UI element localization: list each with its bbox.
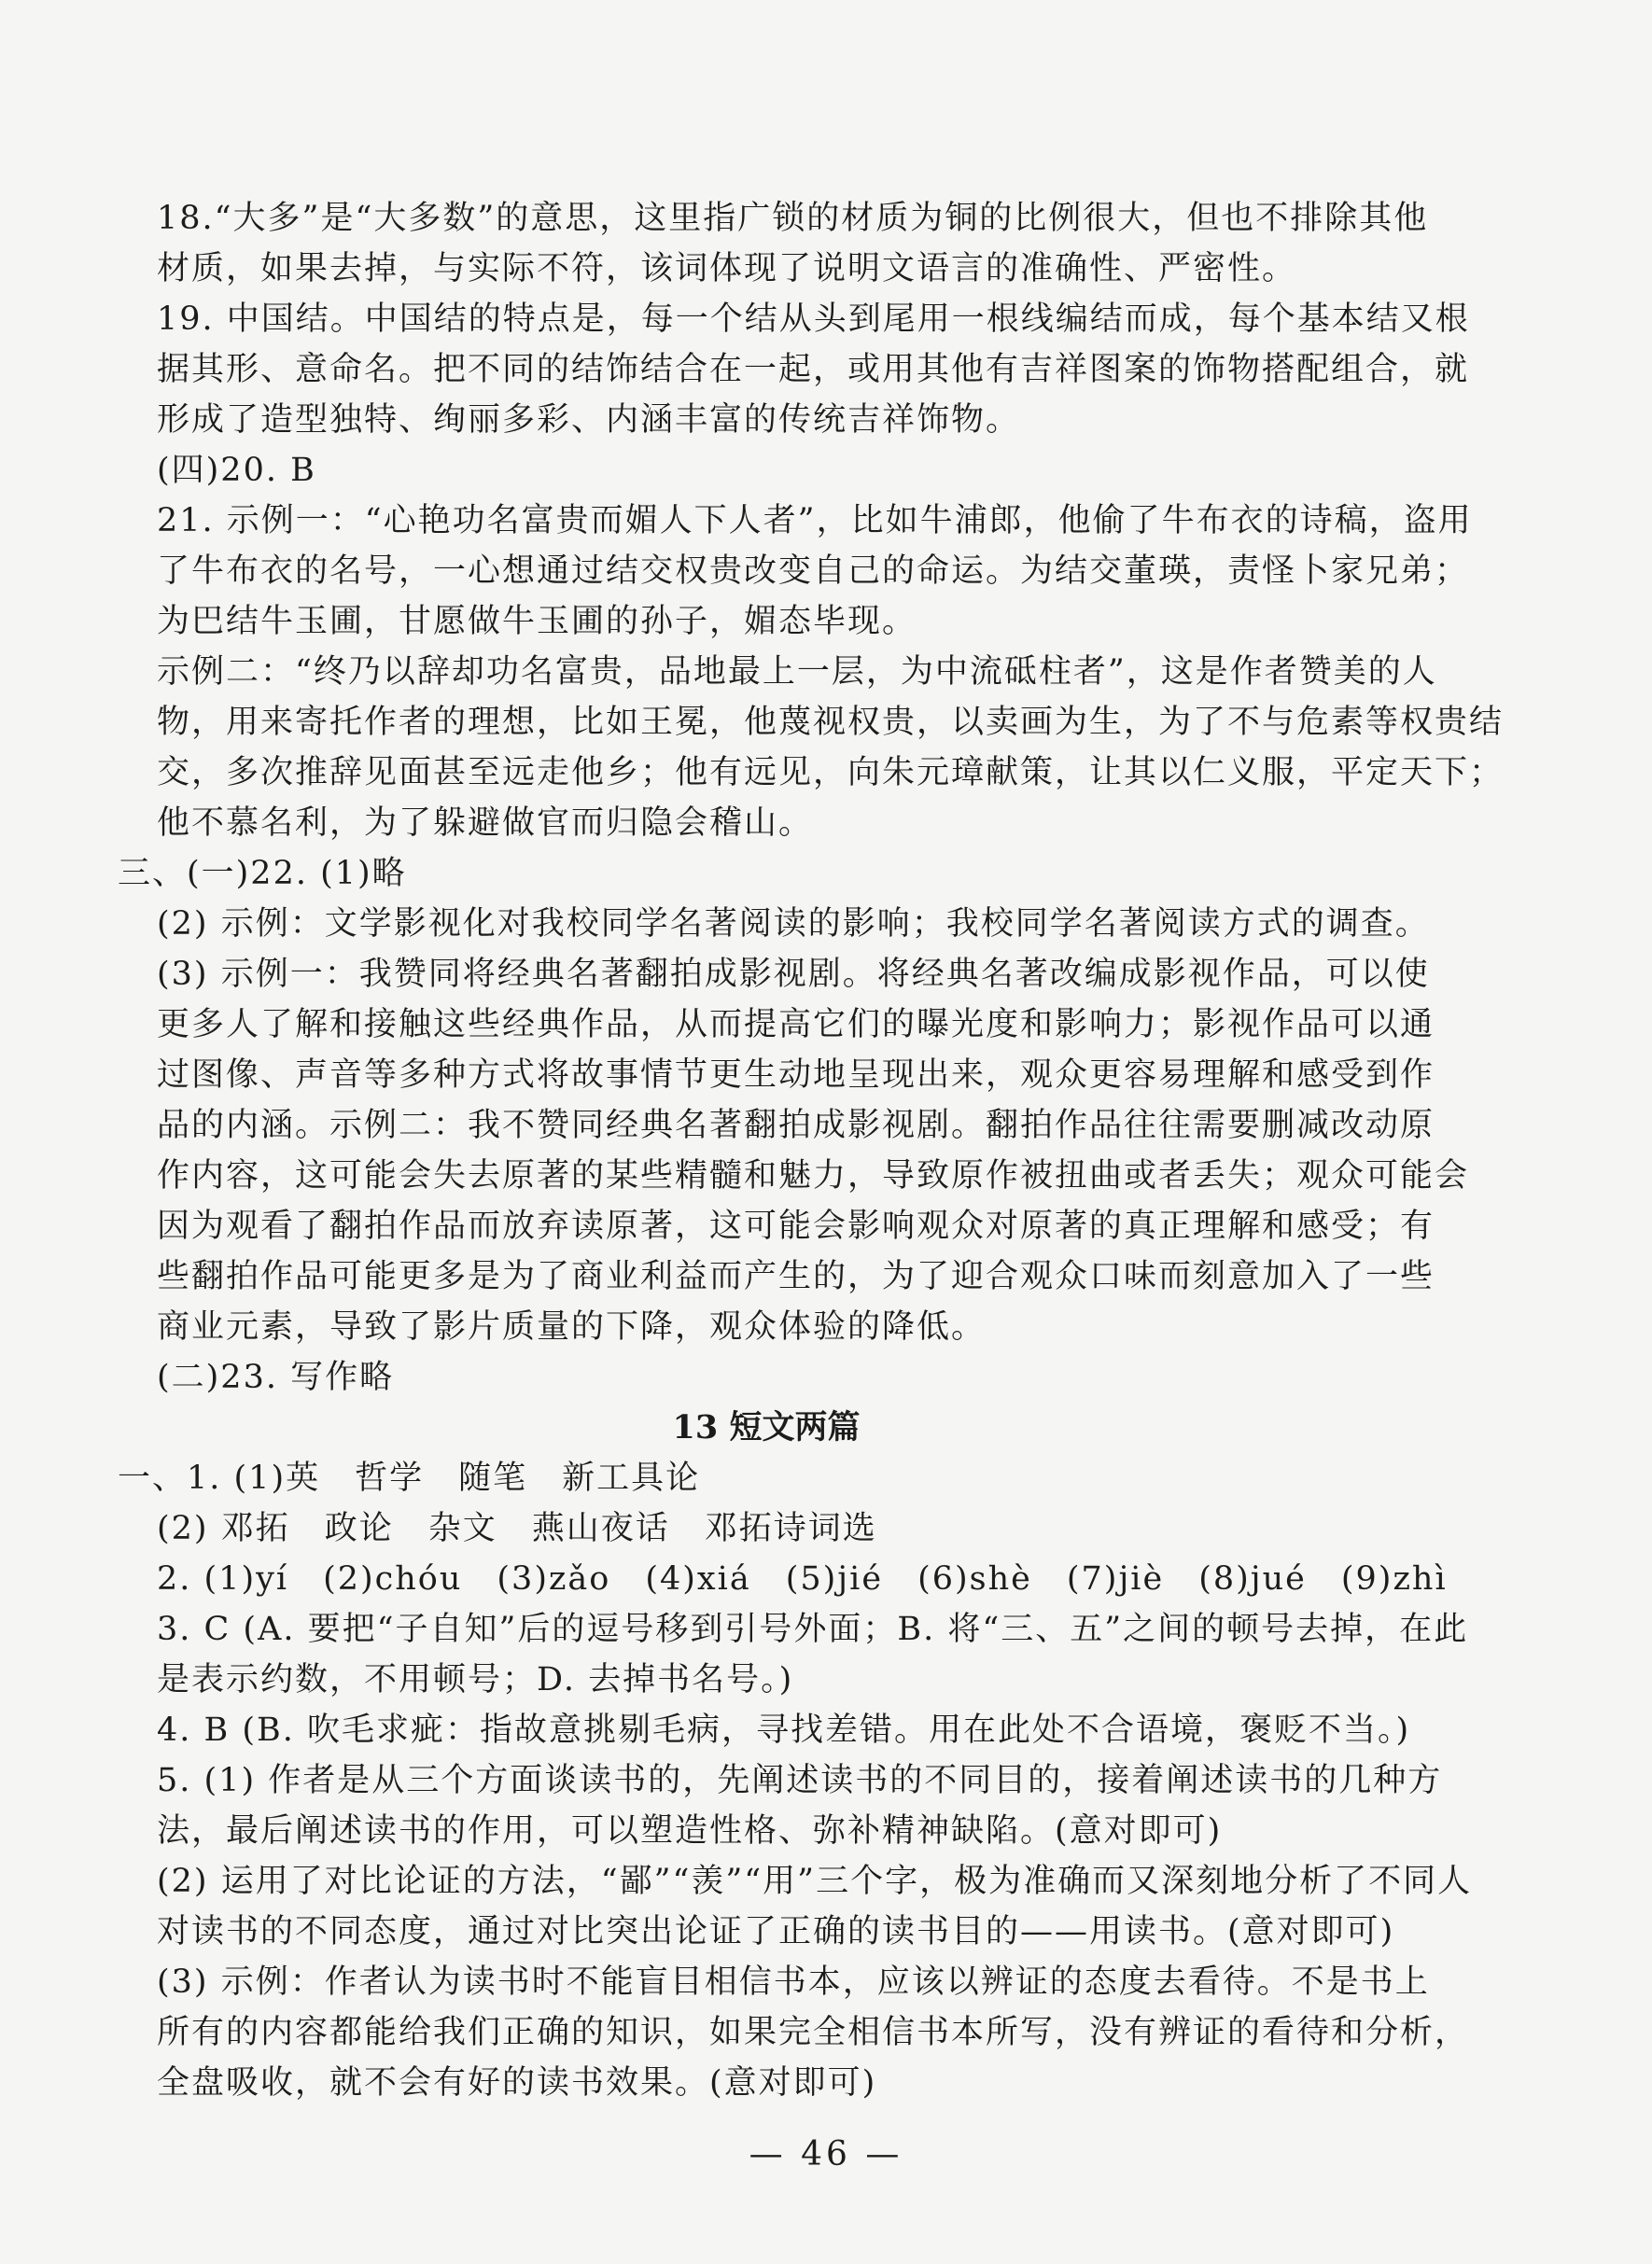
- text-line: 形成了造型独特、绚丽多彩、内涵丰富的传统吉祥饰物。: [157, 401, 1021, 439]
- text-line: 21. 示例一：“心艳功名富贵而媚人下人者”，比如牛浦郎，他偷了牛布衣的诗稿，盗用: [157, 502, 1473, 539]
- section-three-answers: [118, 899, 1470, 1403]
- text-line: 18.“大多”是“大多数”的意思，这里指广锁的材质为铜的比例很大，但也不排除其他: [157, 200, 1429, 237]
- text-line: 物，用来寄托作者的理想，比如王冕，他蔑视权贵，以卖画为生，为了不与危素等权贵结: [157, 704, 1505, 741]
- text-line: 19. 中国结。中国结的特点是，每一个结从头到尾用一根线编结而成，每个基本结又根: [157, 300, 1470, 338]
- lesson-13-answers: [118, 1503, 1473, 2108]
- lesson-heading: 13 短文两篇: [672, 1408, 861, 1446]
- text-line: (2) 示例：文学影视化对我校同学名著阅读的影响；我校同学名著阅读方式的调查。: [157, 905, 1430, 943]
- text-line: (四)20. B: [157, 452, 316, 489]
- text-line: 法，最后阐述读书的作用，可以塑造性格、弥补精神缺陷。(意对即可): [157, 1812, 1223, 1850]
- text-line: 些翻拍作品可能更多是为了商业利益而产生的，为了迎合观众口味而刻意加入了一些: [157, 1258, 1435, 1295]
- text-line: 2. (1)yí (2)chóu (3)zǎo (4)xiá (5)jié (6)shè (7)jiè (8)jué (9)zhì: [157, 1560, 1448, 1598]
- text-line: 3. C (A. 要把“子自知”后的逗号移到引号外面；B. 将“三、五”之间的顿号去掉，在此: [157, 1611, 1469, 1648]
- text-line: 对读书的不同态度，通过对比突出论证了正确的读书目的——用读书。(意对即可): [157, 1913, 1395, 1950]
- text-line: (2) 运用了对比论证的方法，“鄙”“羡”“用”三个字，极为准确而又深刻地分析了不同人: [157, 1863, 1473, 1900]
- text-line: 了牛布衣的名号，一心想通过结交权贵改变自己的命运。为结交董瑛，责怪卜家兄弟；: [157, 552, 1470, 590]
- page-number: — 46 —: [749, 2135, 903, 2173]
- text-line: 作内容，这可能会失去原著的某些精髓和魅力，导致原作被扭曲或者丢失；观众可能会: [157, 1157, 1470, 1195]
- answer-text-column: [118, 193, 1505, 2108]
- text-line: 全盘吸收，就不会有好的读书效果。(意对即可): [157, 2064, 877, 2102]
- text-line: (二)23. 写作略: [157, 1359, 395, 1396]
- text-line: 过图像、声音等多种方式将故事情节更生动地呈现出来，观众更容易理解和感受到作: [157, 1056, 1435, 1094]
- section-reading-answers: [118, 193, 1505, 848]
- text-line: 因为观看了翻拍作品而放弃读原著，这可能会影响观众对原著的真正理解和感受；有: [157, 1208, 1435, 1245]
- text-line: 是表示约数，不用顿号；D. 去掉书名号。): [157, 1661, 794, 1698]
- text-line: 他不慕名利，为了躲避做官而归隐会稽山。: [157, 804, 814, 842]
- section-three-heading: 三、(一)22. (1)略: [118, 855, 407, 892]
- text-line: 示例二：“终乃以辞却功名富贵，品地最上一层，为中流砥柱者”，这是作者赞美的人: [157, 653, 1437, 691]
- text-line: (3) 示例：作者认为读书时不能盲目相信书本，应该以辨证的态度去看待。不是书上: [157, 1964, 1430, 2001]
- text-line: 品的内涵。示例二：我不赞同经典名著翻拍成影视剧。翻拍作品往往需要删减改动原: [157, 1107, 1435, 1144]
- text-line: 商业元素，导致了影片质量的下降，观众体验的降低。: [157, 1308, 987, 1346]
- text-line: 交，多次推辞见面甚至远走他乡；他有远见，向朱元璋献策，让其以仁义服，平定天下；: [157, 754, 1505, 791]
- text-line: 所有的内容都能给我们正确的知识，如果完全相信书本所写，没有辨证的看待和分析，: [157, 2014, 1470, 2051]
- text-line: 材质，如果去掉，与实际不符，该词体现了说明文语言的准确性、严密性。: [157, 250, 1297, 287]
- text-line: 为巴结牛玉圃，甘愿做牛玉圃的孙子，媚态毕现。: [157, 603, 917, 640]
- text-line: 4. B (B. 吹毛求疵：指故意挑剔毛病，寻找差错。用在此处不合语境，褒贬不当。): [157, 1712, 1411, 1749]
- text-line: 据其形、意命名。把不同的结饰结合在一起，或用其他有吉祥图案的饰物搭配组合，就: [157, 351, 1470, 388]
- text-line: 更多人了解和接触这些经典作品，从而提高它们的曝光度和影响力；影视作品可以通: [157, 1006, 1435, 1043]
- text-line: (2) 邓拓 政论 杂文 燕山夜话 邓拓诗词选: [157, 1510, 877, 1547]
- text-line: (3) 示例一：我赞同将经典名著翻拍成影视剧。将经典名著改编成影视作品，可以使: [157, 956, 1430, 993]
- text-line: 5. (1) 作者是从三个方面谈读书的，先阐述读书的不同目的，接着阐述读书的几种方: [157, 1762, 1443, 1799]
- section-one-heading: 一、1. (1)英 哲学 随笔 新工具论: [118, 1460, 701, 1497]
